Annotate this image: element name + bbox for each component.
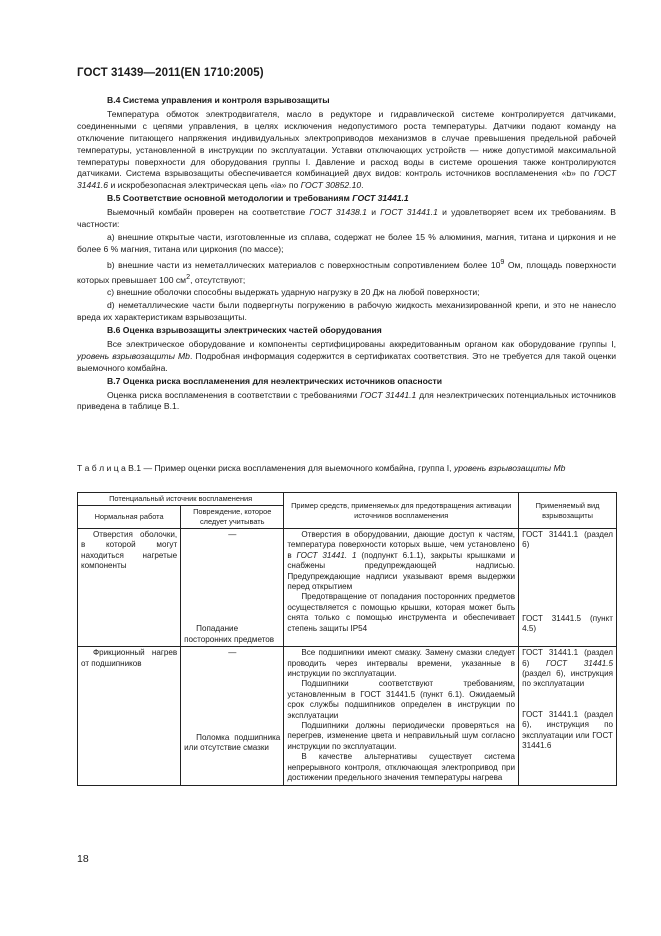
row1-failure: — Попадание посторонних предметов	[181, 529, 284, 647]
row1-means: Отверстия в оборудовании, дающие доступ к частям, температура поверхности которых выше, чем установлено в ГОСТ 31441. 1 (подпункт 6.1.1), закрыты крышками и снабжены предупреждающей надписью. Предупреждающие надписи указывают время выдержки перед открытием Предотвращение от попадания посторонних предметов осуществляется с помощью крышки, которая может быть снята только с помощью инструмента и обеспечивает степень защиты IP54	[284, 529, 519, 647]
table-row	[78, 529, 617, 647]
header-failure: Повреждение, которое следует учитывать	[181, 506, 284, 529]
document-body	[77, 95, 616, 414]
section-b7-paragraph: Оценка риска воспламенения в соответствии с требованиями ГОСТ 31441.1 для неэлектрических потенциальных источников приведена в таблице В.1.	[77, 389, 616, 412]
table-caption: Т а б л и ц а В.1 — Пример оценки риска воспламенения для выемочного комбайна, группа I, уровень взрывозащиты Mb	[77, 463, 566, 473]
row2-failure: — Поломка подшипника или отсутствие смазки	[181, 647, 284, 785]
table-row	[78, 647, 617, 785]
table-header-row	[78, 493, 617, 506]
row1-source: Отверстия оболочки, в которой могут находиться нагретые компоненты	[78, 529, 181, 647]
section-b4-paragraph: Температура обмоток электродвигателя, масло в редукторе и гидравлической системе контролируется датчиками, соединенными с цепями управления, в целях исключения недопустимого роста температуры. Датчики подают команду на отключение питающего напряжения индивидуальных электроприводов механизмов в случае превышения предельной рабочей температуры, установленной в инструкции по эксплуатации. Уставки отключающих устройств — ниже допустимой максимальной температуры поверхности для оборудования группы I. Давление и расход воды в системе орошения также контролируются датчиками. Система взрывозащиты обеспечивается комбинацией двух видов: контроль источников воспламенения «b» по ГОСТ 31441.6 и искробезопасная электрическая цепь «ia» по ГОСТ 30852.10.	[77, 108, 616, 191]
page-number: 18	[77, 853, 89, 865]
section-b5-item-a: а) внешние открытые части, изготовленные из сплава, содержат не более 15 % алюминия, магния, титана и циркония и не более 6 % магния, титана или циркония (по массе);	[77, 231, 616, 254]
header-source-group: Потенциальный источник воспламенения	[78, 493, 284, 506]
section-b5-item-d: d) неметаллические части были подвергнуты погружению в рабочую жидкость механизированной крепи, и это не нанесло вреда их характеристикам взрывозащиты.	[77, 300, 616, 323]
section-b6-paragraph: Все электрическое оборудование и компоненты сертифицированы аккредитованным органом как оборудование группы I, уровень взрывозащиты Mb. Подробная информация содержится в сертификатах соответствия. Это не требуется для такой оценки выемочного комбайна.	[77, 338, 616, 373]
section-b4-heading: В.4 Система управления и контроля взрывозащиты	[107, 95, 330, 105]
section-b5-item-c: c) внешние оболочки способны выдержать ударную нагрузку в 20 Дж на любой поверхности;	[107, 287, 480, 298]
section-b5-paragraph: Выемочный комбайн проверен на соответствие ГОСТ 31438.1 и ГОСТ 31441.1 и удовлетворяет всем их требованиям. В частности:	[77, 207, 616, 230]
header-protection-type: Применяемый вид взрывозащиты	[519, 493, 617, 529]
row2-source: Фрикционный нагрев от подшипников	[78, 647, 181, 785]
section-b7-heading: В.7 Оценка риска воспламенения для неэлектрических источников опасности	[107, 375, 442, 386]
header-normal-operation: Нормальная работа	[78, 506, 181, 529]
document-header: ГОСТ 31439—2011(EN 1710:2005)	[77, 67, 264, 79]
section-b6-heading: В.6 Оценка взрывозащиты электрических частей оборудования	[107, 325, 382, 336]
row2-protection: ГОСТ 31441.1 (раздел 6) ГОСТ 31441.5 (раздел 6), инструкция по эксплуатации ГОСТ 31441.1 (раздел 6), инструкция по эксплуатации или ГОСТ 31441.6	[519, 647, 617, 785]
ignition-risk-table	[77, 492, 617, 786]
row2-means: Все подшипники имеют смазку. Замену смазки следует проводить через интервалы времени, указанные в инструкции по эксплуатации. Подшипники соответствуют требованиям, установленным в ГОСТ 31441.5 (пункт 6.1). Ожидаемый срок службы подшипников определен в инструкции по эксплуатации Подшипники должны периодически проверяться на перегрев, изменение цвета и неправильный шум согласно инструкции по эксплуатации. В качестве альтернативы существует система непрерывного контроля, отключающая электропривод при достижении предельного значения температуры нагрева	[284, 647, 519, 785]
section-b5-heading: В.5 Соответствие основной методологии и требованиям ГОСТ 31441.1	[107, 193, 409, 204]
header-means: Пример средств, применяемых для предотвращения активации источников воспламенения	[284, 493, 519, 529]
section-b5-item-b: b) внешние части из неметаллических материалов с поверхностным сопротивлением более $10^9$ Ом, площадь поверхности которых превышает 100 $см^2$, отсутствуют;	[77, 257, 616, 285]
row1-protection: ГОСТ 31441.1 (раздел 6) ГОСТ 31441.5 (пункт 4.5)	[519, 529, 617, 647]
